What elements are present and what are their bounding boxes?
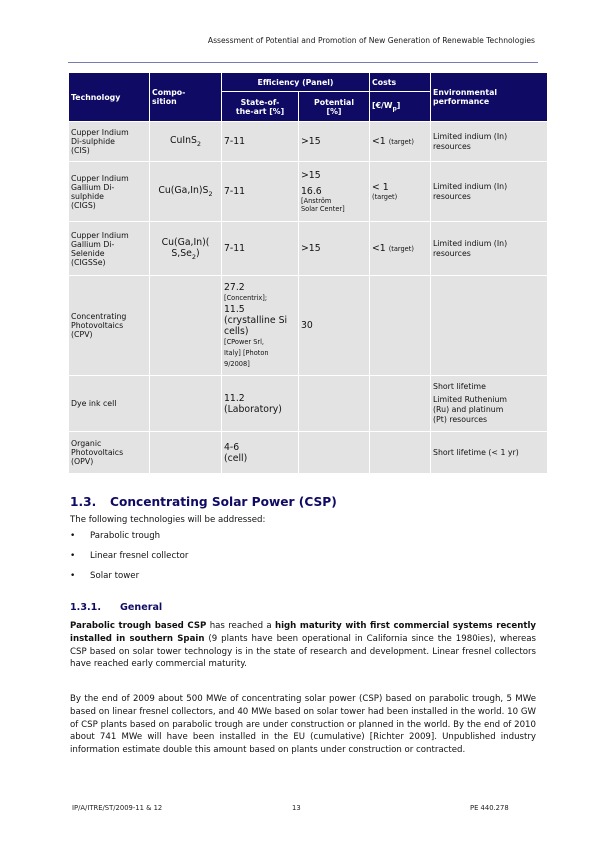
- env-cell: Short lifetime (< 1 yr): [431, 432, 548, 474]
- env-cell: Limited indium (In) resources: [431, 222, 548, 276]
- env-cell: Limited indium (In) resources: [431, 122, 548, 162]
- potential-cell: 30: [299, 276, 370, 376]
- potential-cell: >15: [299, 122, 370, 162]
- cost-cell: <1 (target): [370, 122, 431, 162]
- tech-cell: Organic Photovoltaics (OPV): [69, 432, 150, 474]
- table-row: [69, 276, 548, 376]
- state-cell: 7-11: [222, 122, 299, 162]
- tech-cell: Cupper Indium Di-sulphide (CIS): [69, 122, 150, 162]
- cost-cell: <1 (target): [370, 222, 431, 276]
- subsection-heading: 1.3.1. General: [70, 602, 163, 613]
- list-item: • Solar tower: [70, 571, 140, 581]
- composition-cell: Cu(Ga,In)( $S,Se_2$): [150, 222, 222, 276]
- table-row: [69, 432, 548, 474]
- potential-cell: [299, 376, 370, 432]
- col-header-state-of-the-art: State-of- the-art [%]: [222, 92, 299, 122]
- col-header-efficiency: Efficiency (Panel): [222, 73, 370, 92]
- footer-left: IP/A/ITRE/ST/2009-11 & 12: [72, 804, 163, 812]
- cost-cell: [370, 276, 431, 376]
- page-number: 13: [292, 804, 301, 812]
- footer-right: PE 440.278: [470, 804, 509, 812]
- cost-cell: < 1 (target): [370, 162, 431, 222]
- cost-cell: [370, 432, 431, 474]
- potential-cell: >15: [299, 222, 370, 276]
- state-cell: 27.2 [Concentrix]; 11.5 (crystalline Si cells) [CPower Srl, Italy] [Photon 9/2008]: [222, 276, 299, 376]
- table-row: [69, 222, 548, 276]
- tech-cell: Cupper Indium Gallium Di- Selenide (CIGSSe): [69, 222, 150, 276]
- col-header-potential: Potential [%]: [299, 92, 370, 122]
- env-cell: [431, 276, 548, 376]
- bullet-list: [70, 531, 188, 591]
- composition-cell: CuInS$_2$: [150, 122, 222, 162]
- col-header-environmental: Environmental performance: [431, 73, 548, 122]
- cost-cell: [370, 376, 431, 432]
- col-header-costs: Costs: [370, 73, 431, 92]
- state-cell: 7-11: [222, 162, 299, 222]
- potential-cell: [299, 432, 370, 474]
- composition-cell: [150, 276, 222, 376]
- potential-cell: >15 16.6 [Anström Solar Center]: [299, 162, 370, 222]
- list-item: • Linear fresnel collector: [70, 551, 189, 561]
- table-row: [69, 122, 548, 162]
- bullet-icon: •: [70, 551, 76, 561]
- composition-cell: [150, 432, 222, 474]
- technology-table: [68, 72, 548, 474]
- composition-cell: $Cu(Ga,In)S_2$: [150, 162, 222, 222]
- tech-cell: Concentrating Photovoltaics (CPV): [69, 276, 150, 376]
- env-cell: Short lifetime Limited Ruthenium (Ru) and platinum (Pt) resources: [431, 376, 548, 432]
- env-cell: Limited indium (In) resources: [431, 162, 548, 222]
- state-cell: 4-6 (cell): [222, 432, 299, 474]
- bullet-icon: •: [70, 531, 76, 541]
- composition-cell: [150, 376, 222, 432]
- list-item: • Parabolic trough: [70, 531, 161, 541]
- tech-cell: Dye ink cell: [69, 376, 150, 432]
- state-cell: 11.2 (Laboratory): [222, 376, 299, 432]
- paragraph: By the end of 2009 about 500 MWe of concentrating solar power (CSP) based on parabolic trough, 5 MWe based on linear fresnel collectors, and 40 MWe based on solar tower had been installed in the world. 10 GW of CSP plants based on parabolic trough are under construction or planned in the world. By the end of 2010 about 741 MWe will have been installed in the EU (cumulative) [Richter 2009]. Unpublished industry information estimate double this amount based on plants under construction or contracted.: [70, 694, 536, 756]
- table-row: [69, 376, 548, 432]
- intro-text: The following technologies will be addressed:: [70, 515, 266, 525]
- col-header-costs-unit: $[€/W_p]$: [370, 92, 431, 122]
- paragraph: Parabolic trough based CSP has reached a high maturity with first commercial systems recently installed in southern Spain (9 plants have been operational in California since the 1980ies), whereas CSP based on solar tower technology is in the state of research and development. Linear fresnel collectors have reached early commercial maturity.: [70, 621, 537, 670]
- table-row: [69, 162, 548, 222]
- state-cell: 7-11: [222, 222, 299, 276]
- col-header-composition: Compo- sition: [150, 73, 222, 122]
- col-header-technology: Technology: [69, 73, 150, 122]
- bullet-icon: •: [70, 571, 76, 581]
- section-heading: 1.3. Concentrating Solar Power (CSP): [70, 495, 337, 509]
- tech-cell: Cupper Indium Gallium Di- sulphide (CIGS): [69, 162, 150, 222]
- running-header: Assessment of Potential and Promotion of New Generation of Renewable Technologies: [207, 36, 535, 45]
- header-rule: [68, 62, 538, 63]
